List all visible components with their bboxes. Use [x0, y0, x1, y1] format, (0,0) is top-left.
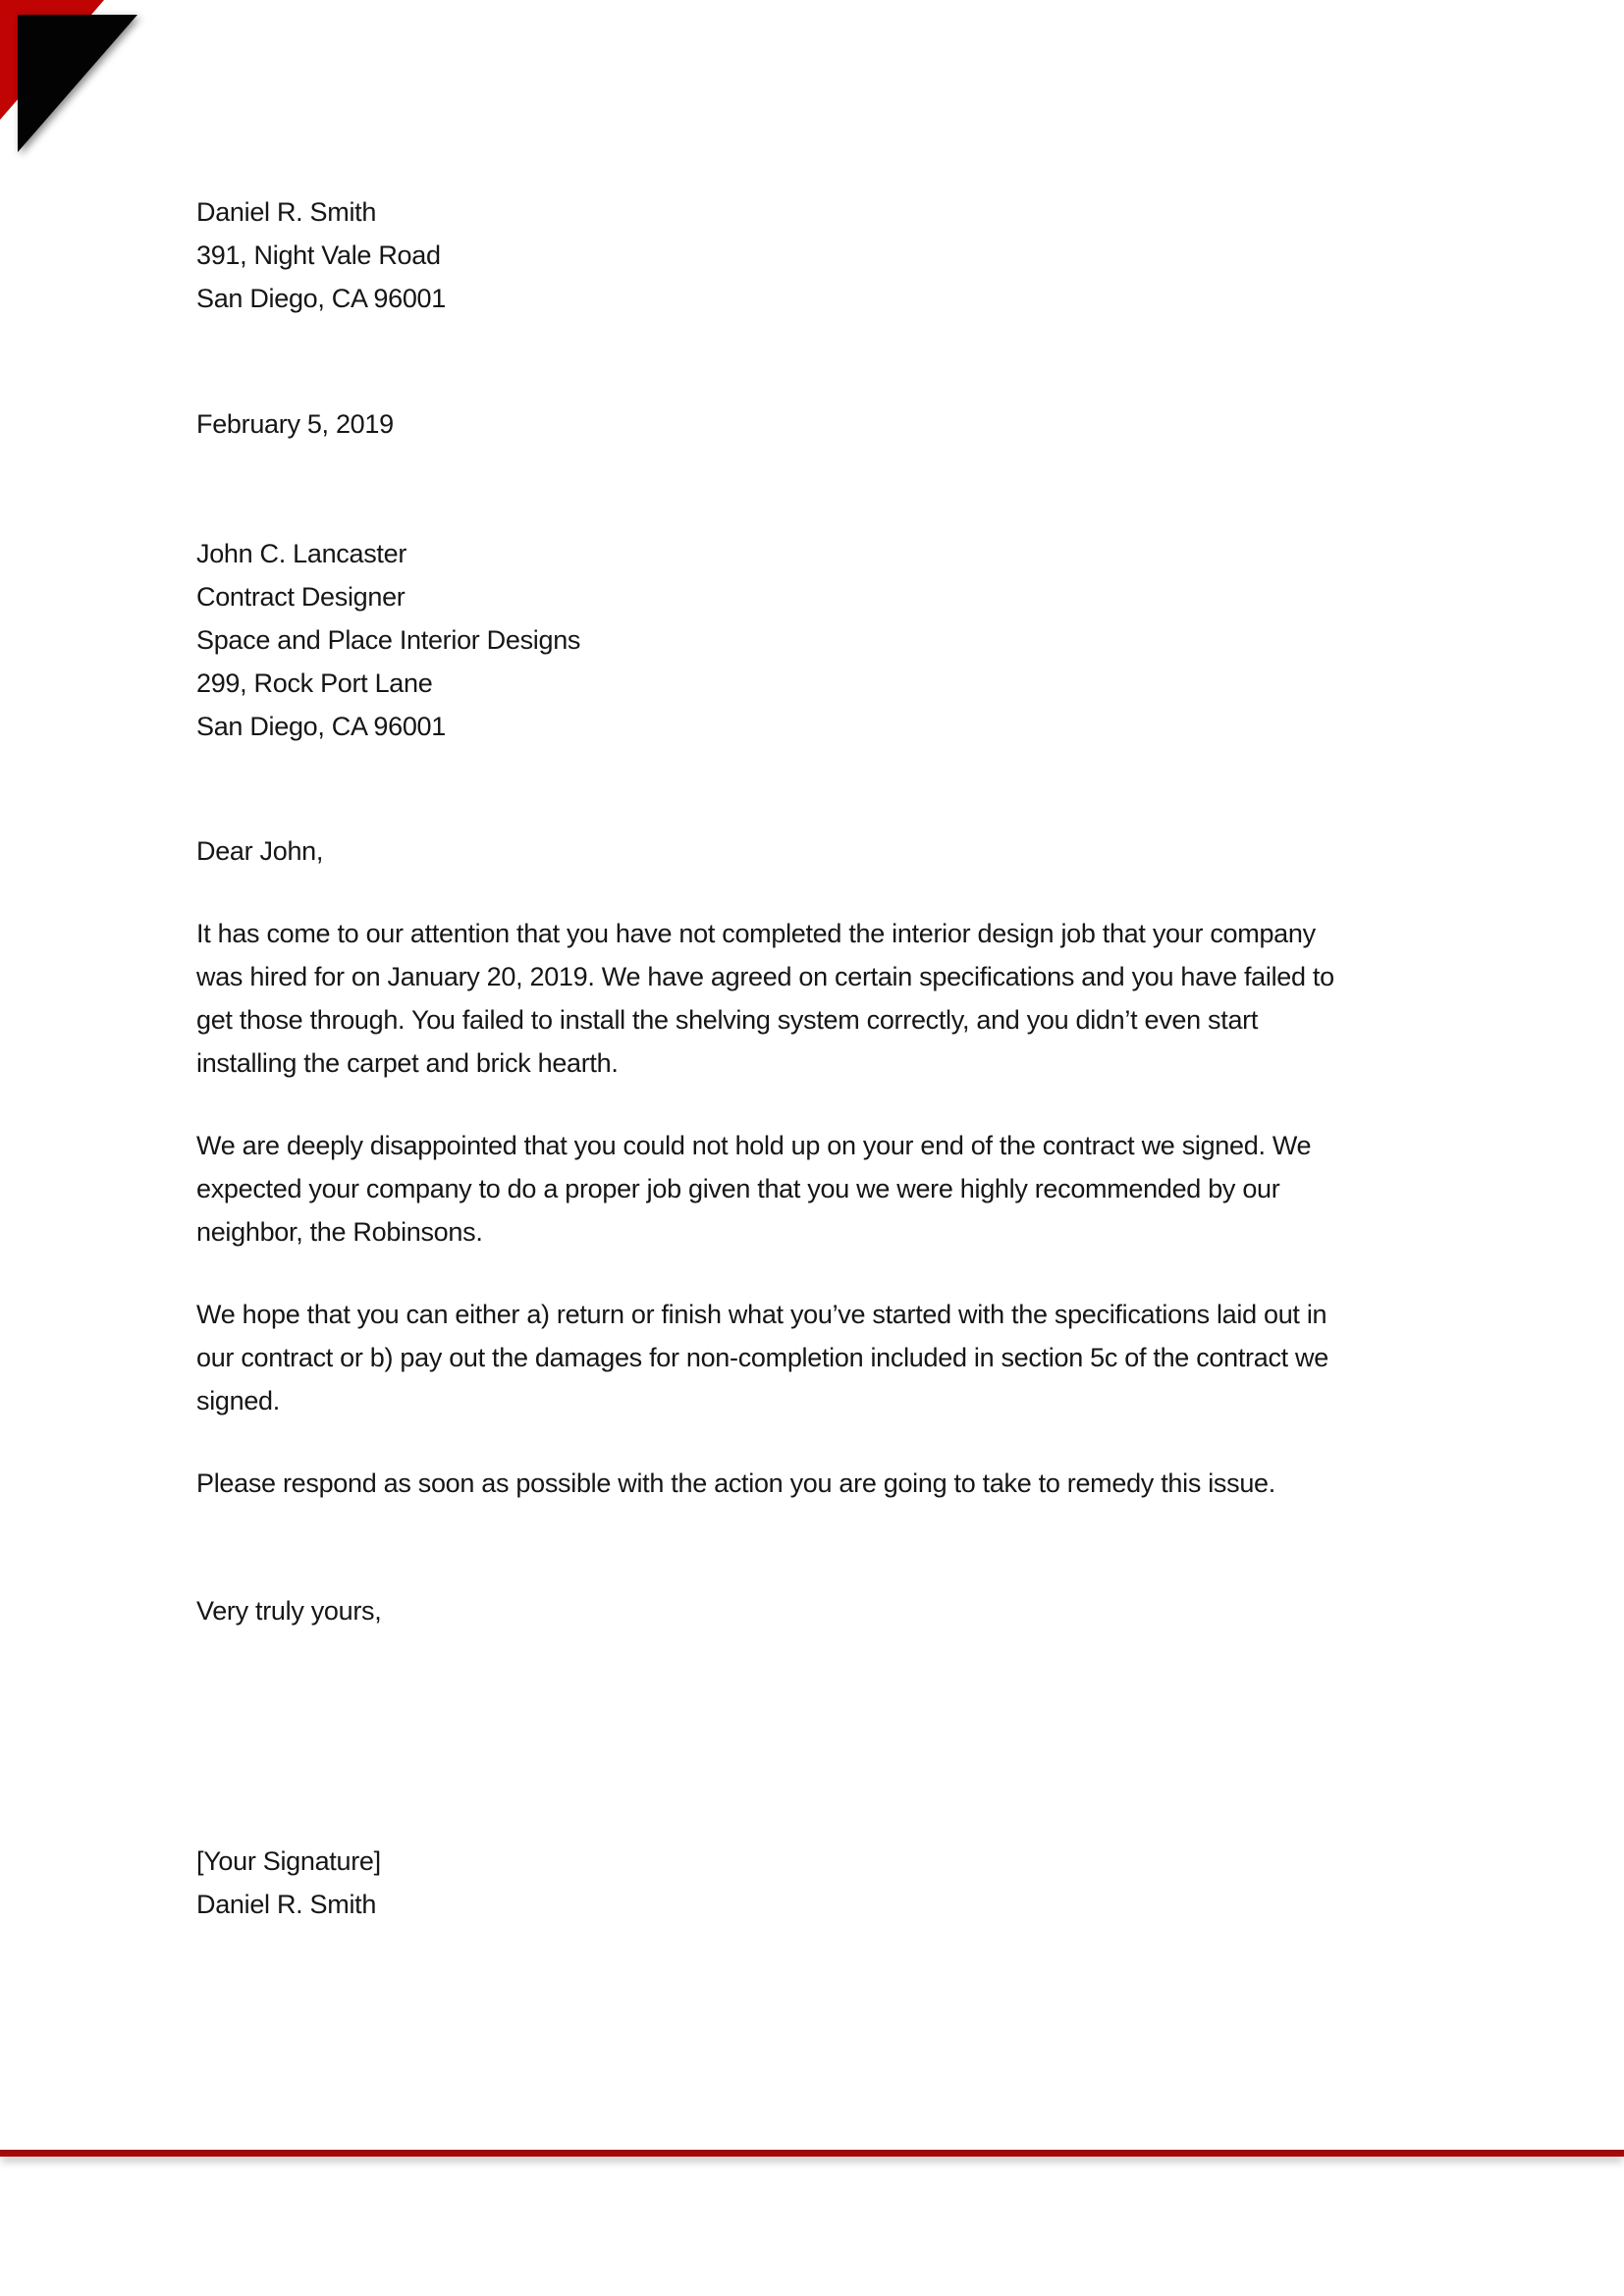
- recipient-name: John C. Lancaster: [196, 539, 407, 568]
- date-text: February 5, 2019: [196, 409, 394, 439]
- recipient-address-block: [196, 532, 1428, 748]
- letter-date: [196, 402, 1428, 446]
- letter-paragraph-3: [196, 1293, 1428, 1422]
- signature-placeholder: [Your Signature]: [196, 1846, 381, 1876]
- paragraph-line: We are deeply disappointed that you could not hold up on your end of the contract we signed. We: [196, 1131, 1312, 1160]
- paragraph-line: neighbor, the Robinsons.: [196, 1217, 483, 1247]
- letter-paragraph-1: [196, 912, 1428, 1085]
- closing: [196, 1589, 1428, 1632]
- paragraph-line: get those through. You failed to install the shelving system correctly, and you didn’t even start: [196, 1005, 1259, 1035]
- footer-rule: [0, 2150, 1624, 2157]
- sender-name: Daniel R. Smith: [196, 197, 377, 227]
- paragraph-line: our contract or b) pay out the damages for non-completion included in section 5c of the contract we: [196, 1343, 1328, 1372]
- recipient-city: San Diego, CA 96001: [196, 712, 446, 741]
- sender-address-block: [196, 190, 1428, 320]
- signature-block: [196, 1840, 1428, 1926]
- closing-text: Very truly yours,: [196, 1596, 382, 1626]
- paragraph-line: It has come to our attention that you have not completed the interior design job that your company: [196, 919, 1316, 948]
- signature-name: Daniel R. Smith: [196, 1890, 377, 1919]
- letter-paragraph-4: [196, 1462, 1428, 1505]
- paragraph-line: installing the carpet and brick hearth.: [196, 1048, 619, 1078]
- paragraph-line: expected your company to do a proper job given that you we were highly recommended by our: [196, 1174, 1280, 1203]
- salutation-text: Dear John,: [196, 836, 324, 866]
- sender-street: 391, Night Vale Road: [196, 240, 441, 270]
- paragraph-line: signed.: [196, 1386, 280, 1415]
- salutation: [196, 829, 1428, 873]
- letter-paragraph-2: [196, 1124, 1428, 1254]
- recipient-company: Space and Place Interior Designs: [196, 625, 581, 655]
- paragraph-line: was hired for on January 20, 2019. We have agreed on certain specifications and you have failed to: [196, 962, 1334, 991]
- paragraph-line: We hope that you can either a) return or finish what you’ve started with the specifications laid out in: [196, 1300, 1327, 1329]
- sender-city: San Diego, CA 96001: [196, 284, 446, 313]
- recipient-job-title: Contract Designer: [196, 582, 406, 612]
- paragraph-line: Please respond as soon as possible with the action you are going to take to remedy this issue.: [196, 1468, 1275, 1498]
- recipient-street: 299, Rock Port Lane: [196, 668, 433, 698]
